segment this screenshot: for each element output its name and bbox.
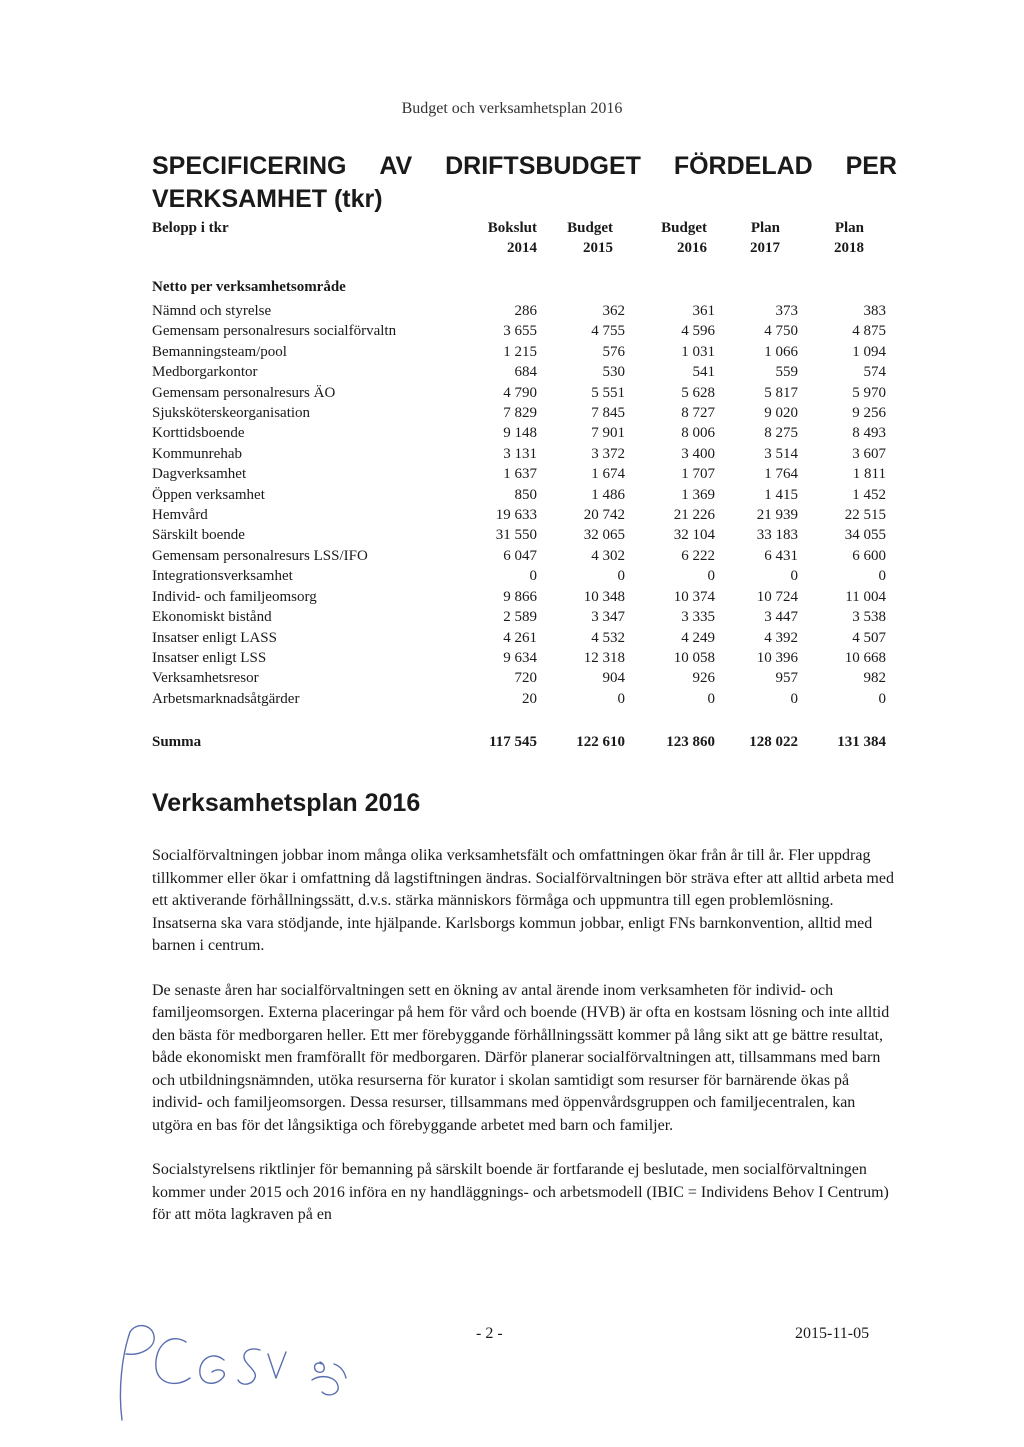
table-cell: 0 (617, 690, 625, 707)
table-cell: 10 348 (583, 588, 625, 605)
table-cell: 9 020 (764, 405, 798, 422)
body-text (152, 845, 897, 1249)
table-cell: 1 674 (591, 466, 625, 483)
table-cell: 3 131 (503, 445, 537, 462)
table-cell: 4 596 (681, 323, 715, 340)
table-cell: 361 (692, 303, 715, 319)
table-cell: 1 452 (852, 486, 886, 503)
table-cell: 2 589 (503, 609, 537, 626)
page-title (152, 150, 897, 216)
table-cell: 3 335 (681, 609, 715, 626)
table-cell: 5 817 (764, 384, 798, 401)
row-label: Nämnd och styrelse (152, 303, 272, 319)
row-label: Öppen verksamhet (152, 486, 265, 503)
table-row (152, 383, 886, 403)
table-cell: 34 055 (844, 527, 886, 544)
table-cell: 4 261 (503, 629, 537, 646)
table-cell: 6 600 (852, 547, 886, 564)
paragraph: Socialstyrelsens riktlinjer för bemanning på särskilt boende är fortfarande ej beslutade, men socialförvaltningen kommer under 2015 och 2016 införa en ny handläggnings- och arbetsmodell (IBIC = Individens Behov I Centrum) för att möta lagkraven på en (152, 1161, 889, 1223)
table-cell: 3 607 (852, 445, 886, 462)
table-cell: 1 066 (764, 343, 798, 360)
column-header-type: Budget (567, 220, 613, 236)
table-cell: 7 901 (591, 425, 625, 442)
table-cell: 0 (707, 690, 715, 707)
table-cell: 1 031 (681, 343, 715, 360)
sum-value: 122 610 (576, 734, 625, 750)
table-cell: 904 (602, 670, 625, 687)
table-cell: 3 447 (764, 609, 798, 626)
section-label: Netto per verksamhetsområde (152, 279, 346, 295)
table-cell: 574 (863, 364, 886, 381)
table-cell: 31 550 (495, 527, 537, 544)
row-label: Gemensam personalresurs LSS/IFO (152, 547, 368, 564)
table-row (152, 607, 886, 627)
sum-value: 117 545 (489, 734, 537, 750)
unit-label: Belopp i tkr (152, 220, 229, 236)
table-row (152, 342, 886, 362)
table-cell: 286 (514, 303, 537, 319)
row-label: Insatser enligt LASS (152, 629, 277, 646)
table-row (152, 301, 886, 321)
column-header-type: Plan (834, 220, 864, 236)
table-cell: 4 755 (591, 323, 625, 340)
title-line-2: VERKSAMHET (tkr) (152, 185, 383, 213)
running-header: Budget och verksamhetsplan 2016 (401, 100, 623, 117)
column-header-2018 (774, 218, 864, 258)
row-label: Kommunrehab (152, 445, 242, 462)
row-label: Arbetsmarknadsåtgärder (152, 690, 300, 707)
table-cell: 0 (707, 568, 715, 585)
table-cell: 4 392 (764, 629, 798, 646)
table-cell: 1 094 (852, 343, 886, 360)
table-cell: 4 532 (591, 629, 625, 646)
sum-table (152, 731, 886, 753)
table-cell: 1 764 (764, 466, 798, 483)
table-cell: 559 (775, 364, 798, 381)
column-header-year: 2017 (750, 240, 780, 256)
table-row (152, 648, 886, 668)
table-cell: 576 (602, 343, 625, 360)
table-cell: 1 369 (681, 486, 715, 503)
title-word: SPECIFICERING (152, 152, 347, 180)
title-line-1 (152, 150, 897, 183)
table-row (152, 423, 886, 443)
row-label: Ekonomiskt bistånd (152, 609, 272, 626)
row-label: Bemanningsteam/pool (152, 343, 287, 360)
title-word: FÖRDELAD (673, 152, 813, 180)
sum-row (152, 731, 886, 753)
table-cell: 684 (514, 364, 537, 381)
table-cell: 7 829 (503, 405, 537, 422)
table-cell: 9 148 (503, 425, 537, 442)
table-row (152, 505, 886, 525)
section-heading: Verksamhetsplan 2016 (152, 789, 421, 817)
sum-label: Summa (152, 734, 202, 750)
table-row (152, 444, 886, 464)
column-header-2015 (523, 218, 613, 258)
table-cell: 3 372 (591, 445, 625, 462)
table-cell: 7 845 (591, 405, 625, 422)
table-cell: 11 004 (845, 588, 886, 605)
row-label: Gemensam personalresurs ÄO (152, 384, 336, 401)
budget-table (152, 301, 886, 709)
table-cell: 6 222 (681, 547, 715, 564)
row-label: Korttidsboende (152, 425, 245, 442)
table-cell: 0 (790, 568, 798, 585)
table-cell: 541 (692, 364, 715, 381)
row-label: Sjuksköterskeorganisation (152, 405, 311, 422)
table-cell: 1 637 (503, 466, 537, 483)
table-cell: 22 515 (844, 507, 886, 524)
title-word: DRIFTSBUDGET (445, 152, 641, 180)
sum-value: 128 022 (749, 734, 798, 750)
table-row (152, 546, 886, 566)
column-header-year: 2015 (583, 240, 613, 256)
table-row (152, 587, 886, 607)
table-row (152, 464, 886, 484)
table-cell: 1 707 (681, 466, 715, 483)
table-cell: 5 970 (852, 384, 886, 401)
table-cell: 850 (514, 486, 537, 503)
handwritten-signature (100, 1320, 380, 1430)
document-date: 2015-11-05 (795, 1325, 870, 1342)
table-cell: 383 (863, 303, 886, 319)
table-cell: 362 (602, 303, 625, 319)
table-cell: 19 633 (495, 507, 537, 524)
row-label: Dagverksamhet (152, 466, 247, 483)
table-cell: 3 400 (681, 445, 715, 462)
column-header-type: Budget (661, 220, 707, 236)
table-cell: 0 (878, 690, 886, 707)
table-cell: 8 275 (764, 425, 798, 442)
table-row (152, 403, 886, 423)
page-number: - 2 - (476, 1325, 503, 1342)
table-row (152, 321, 886, 341)
table-cell: 0 (529, 568, 537, 585)
column-header-year: 2018 (834, 240, 864, 256)
column-header-year: 2014 (507, 240, 537, 256)
row-label: Integrationsverksamhet (152, 568, 293, 585)
table-cell: 8 493 (852, 425, 886, 442)
table-cell: 20 742 (583, 507, 625, 524)
table-cell: 9 256 (852, 405, 886, 422)
column-header-type: Plan (750, 220, 780, 236)
table-cell: 32 104 (673, 527, 715, 544)
table-row (152, 362, 886, 382)
table-cell: 1 811 (852, 466, 886, 483)
table-cell: 6 047 (503, 547, 537, 564)
column-header-2017 (690, 218, 780, 258)
table-cell: 6 431 (764, 547, 798, 564)
row-label: Hemvård (152, 507, 208, 524)
table-cell: 4 507 (852, 629, 886, 646)
table-cell: 373 (775, 303, 798, 319)
title-word: PER (845, 152, 897, 180)
table-cell: 4 302 (591, 547, 625, 564)
table-row (152, 485, 886, 505)
table-cell: 982 (863, 670, 886, 687)
table-cell: 720 (514, 670, 537, 687)
column-header-year: 2016 (677, 240, 707, 256)
table-cell: 12 318 (583, 649, 625, 666)
row-label: Verksamhetsresor (152, 670, 259, 687)
sum-value: 123 860 (666, 734, 715, 750)
row-label: Gemensam personalresurs socialförvaltn (152, 323, 397, 340)
table-cell: 0 (878, 568, 886, 585)
paragraph: Socialförvaltningen jobbar inom många olika verksamhetsfält och omfattningen ökar från år till år. Fler uppdrag tillkommer eller ökar i omfattning då lagstiftningen ändras. Socialförvaltningen bör sträva efter att alltid arbeta med ett aktiverande förhållningssätt, d.v.s. stärka människors förmåga och uppmuntra till egen problemlösning. Insatserna ska vara stödjande, inte hjälpande. Karlsborgs kommun jobbar, enligt FNs barnkonvention, alltid med barnen i centrum. (152, 847, 894, 954)
column-header-type: Bokslut (487, 220, 537, 236)
table-cell: 8 006 (681, 425, 715, 442)
table-cell: 5 551 (591, 384, 625, 401)
table-cell: 3 655 (503, 323, 537, 340)
table-cell: 10 724 (756, 588, 798, 605)
table-cell: 4 750 (764, 323, 798, 340)
paragraph: De senaste åren har socialförvaltningen sett en ökning av antal ärende inom verksamheten för individ- och familjeomsorgen. Externa placeringar på hem för vård och boende (HVB) är ofta en kostsam lösning och inte alltid den bästa för medborgaren heller. Ett mer förebyggande förhållningssätt kommer på lång sikt att ge bättre resultat, både ekonomiskt men framförallt för medborgaren. Därför planerar socialförvaltningen att, tillsammans med barn och utbildningsnämnden, utöka resurserna för kurator i skolan samtidigt som resurser för barnärende ökas på individ- och familjeomsorgen. Dessa resurser, tillsammans med öppenvårdsgruppen och familjecentralen, kan utgöra en bas för det långsiktiga och förebyggande arbetet med barn och familjer. (152, 981, 890, 1134)
row-label: Särskilt boende (152, 527, 245, 544)
table-cell: 926 (692, 670, 715, 687)
table-row (152, 668, 886, 688)
table-cell: 0 (617, 568, 625, 585)
table-cell: 3 347 (591, 609, 625, 626)
table-cell: 3 514 (764, 445, 798, 462)
table-cell: 1 415 (764, 486, 798, 503)
table-cell: 9 634 (503, 649, 537, 666)
table-cell: 530 (602, 364, 625, 381)
table-cell: 10 374 (673, 588, 715, 605)
table-row (152, 566, 886, 586)
title-word: AV (379, 152, 413, 180)
table-cell: 4 875 (852, 323, 886, 340)
table-cell: 10 058 (673, 649, 715, 666)
table-row (152, 689, 886, 709)
table-cell: 957 (775, 670, 798, 687)
table-cell: 10 396 (756, 649, 798, 666)
table-row (152, 525, 886, 545)
table-cell: 1 215 (503, 343, 537, 360)
table-row (152, 628, 886, 648)
row-label: Medborgarkontor (152, 364, 258, 381)
table-cell: 8 727 (681, 405, 715, 422)
table-cell: 20 (522, 690, 537, 707)
table-cell: 10 668 (844, 649, 886, 666)
sum-value: 131 384 (837, 734, 886, 750)
table-cell: 9 866 (503, 588, 537, 605)
table-cell: 3 538 (852, 609, 886, 626)
row-label: Insatser enligt LSS (152, 649, 267, 666)
row-label: Individ- och familjeomsorg (152, 588, 317, 605)
table-cell: 32 065 (583, 527, 625, 544)
table-cell: 4 249 (681, 629, 715, 646)
table-cell: 21 226 (673, 507, 715, 524)
table-cell: 0 (790, 690, 798, 707)
table-cell: 4 790 (503, 384, 537, 401)
table-cell: 21 939 (756, 507, 798, 524)
table-cell: 1 486 (591, 486, 625, 503)
table-cell: 33 183 (756, 527, 798, 544)
table-cell: 5 628 (681, 384, 715, 401)
